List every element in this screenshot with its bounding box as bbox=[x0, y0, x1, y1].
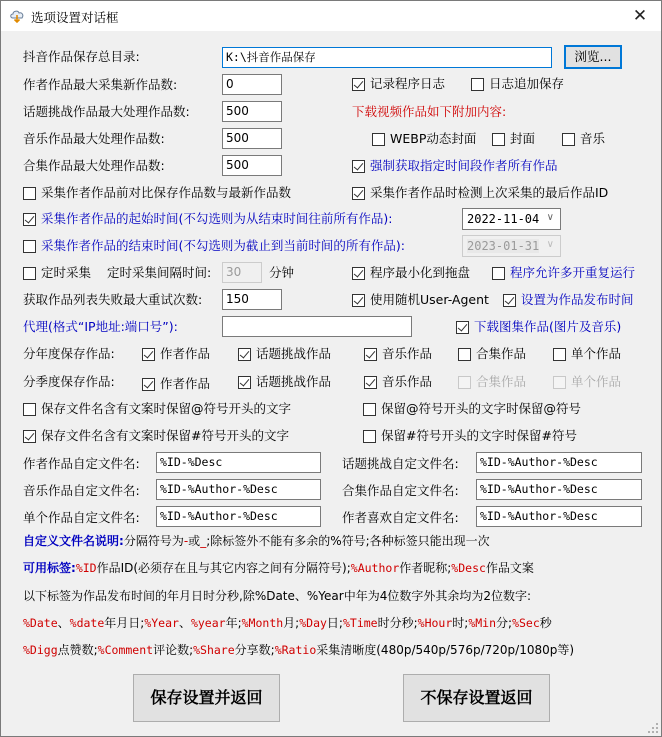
record-log-checkbox[interactable]: 记录程序日志 bbox=[352, 76, 445, 92]
keep-hash-symbol-checkbox[interactable]: 保留#符号开头的文字时保留#符号 bbox=[363, 428, 577, 444]
yearly-label: 分年度保存作品: bbox=[23, 346, 115, 361]
available-tags-line: 可用标签:%ID作品ID(必须存在且与其它内容之间有分隔符号);%Author作者昵称;%Desc作品文案 bbox=[23, 561, 534, 575]
checkbox-box bbox=[23, 430, 36, 443]
chevron-down-icon: ∨ bbox=[546, 239, 554, 250]
checkbox-box bbox=[352, 78, 365, 91]
quarterly-single-checkbox[interactable]: 单个作品 bbox=[553, 374, 621, 390]
close-button[interactable] bbox=[625, 3, 655, 29]
topic-filename-label: 话题挑战自定文件名: bbox=[342, 456, 459, 471]
checkbox-box bbox=[363, 403, 376, 416]
start-time-checkbox[interactable]: 采集作者作品的起始时间(不勾选则为从结束时间往前所有作品): bbox=[23, 211, 392, 227]
checkbox-box bbox=[352, 187, 365, 200]
random-ua-checkbox[interactable]: 使用随机User-Agent bbox=[352, 292, 489, 308]
collection-filename-label: 合集作品自定文件名: bbox=[342, 483, 459, 498]
liked-filename-label: 作者喜欢自定文件名: bbox=[342, 510, 459, 525]
single-filename-input[interactable]: %ID-%Author-%Desc bbox=[156, 506, 321, 527]
minimize-tray-checkbox[interactable]: 程序最小化到拖盘 bbox=[352, 265, 470, 281]
close-icon: ✕ bbox=[632, 6, 648, 26]
collection-max-input[interactable]: 500 bbox=[222, 155, 282, 176]
topic-max-label: 话题挑战作品最大处理作品数: bbox=[23, 104, 190, 119]
single-filename-label: 单个作品自定文件名: bbox=[23, 510, 140, 525]
checkbox-box bbox=[23, 267, 36, 280]
download-gallery-checkbox[interactable]: 下载图集作品(图片及音乐) bbox=[456, 319, 621, 335]
title-bar bbox=[1, 1, 661, 31]
window-title: 选项设置对话框 bbox=[31, 10, 119, 25]
checkbox-box bbox=[352, 267, 365, 280]
quarterly-collection-checkbox[interactable]: 合集作品 bbox=[458, 374, 526, 390]
author-filename-input[interactable]: %ID-%Desc bbox=[156, 452, 321, 473]
webp-cover-checkbox[interactable]: WEBP动态封面 bbox=[372, 131, 476, 147]
checkbox-box bbox=[238, 348, 251, 361]
end-date-picker[interactable]: 2023-01-31 ∨ bbox=[462, 235, 561, 257]
checkbox-box bbox=[503, 294, 516, 307]
checkbox-box bbox=[142, 378, 155, 391]
quarterly-label: 分季度保存作品: bbox=[23, 374, 115, 389]
save-and-return-button[interactable]: 保存设置并返回 bbox=[133, 674, 280, 722]
author-max-label: 作者作品最大采集新作品数: bbox=[23, 77, 178, 92]
quarterly-topic-checkbox[interactable]: 话题挑战作品 bbox=[238, 374, 331, 390]
stats-tags-line: %Digg点赞数;%Comment评论数;%Share分享数;%Ratio采集清晰度(480p/540p/576p/720p/1080p等) bbox=[23, 643, 575, 657]
collection-filename-input[interactable]: %ID-%Author-%Desc bbox=[476, 479, 642, 500]
keep-at-text-checkbox[interactable]: 保存文件名含有文案时保留@符号开头的文字 bbox=[23, 401, 291, 417]
liked-filename-input[interactable]: %ID-%Author-%Desc bbox=[476, 506, 642, 527]
author-max-input[interactable]: 0 bbox=[222, 74, 282, 95]
music-max-label: 音乐作品最大处理作品数: bbox=[23, 131, 165, 146]
checkbox-box bbox=[492, 133, 505, 146]
checkbox-box bbox=[562, 133, 575, 146]
interval-input[interactable]: 30 bbox=[222, 262, 262, 283]
extras-heading: 下载视频作品如下附加内容: bbox=[352, 104, 507, 119]
filename-help-line: 自定义文件名说明:分隔符号为-或_;除标签外不能有多余的%符号;各种标签只能出现一次 bbox=[23, 534, 490, 548]
quarterly-music-checkbox[interactable]: 音乐作品 bbox=[364, 374, 432, 390]
checkbox-box bbox=[23, 240, 36, 253]
save-dir-label: 抖音作品保存总目录: bbox=[23, 49, 140, 64]
yearly-topic-checkbox[interactable]: 话题挑战作品 bbox=[238, 346, 331, 362]
topic-filename-input[interactable]: %ID-%Author-%Desc bbox=[476, 452, 642, 473]
resize-grip-icon[interactable] bbox=[647, 722, 659, 734]
checkbox-box bbox=[553, 348, 566, 361]
author-filename-label: 作者作品自定文件名: bbox=[23, 456, 140, 471]
append-log-checkbox[interactable]: 日志追加保存 bbox=[471, 76, 564, 92]
chevron-down-icon: ∨ bbox=[546, 212, 554, 223]
checkbox-box bbox=[23, 403, 36, 416]
checkbox-box bbox=[458, 348, 471, 361]
end-time-checkbox[interactable]: 采集作者作品的结束时间(不勾选则为截止到当前时间的所有作品): bbox=[23, 238, 405, 254]
multi-instance-checkbox[interactable]: 程序允许多开重复运行 bbox=[492, 265, 635, 281]
time-tags-intro: 以下标签为作品发布时间的年月日时分秒,除%Date、%Year中年为4位数字外其余均为2位数字: bbox=[23, 589, 532, 603]
checkbox-box bbox=[458, 376, 471, 389]
proxy-input[interactable] bbox=[222, 316, 412, 337]
checkbox-box bbox=[553, 376, 566, 389]
checkbox-box bbox=[142, 348, 155, 361]
music-filename-label: 音乐作品自定文件名: bbox=[23, 483, 140, 498]
browse-button[interactable]: 浏览... bbox=[564, 45, 622, 69]
start-date-picker[interactable]: 2022-11-04 ∨ bbox=[462, 208, 561, 230]
proxy-label: 代理(格式“IP地址:端口号”): bbox=[23, 319, 178, 334]
checkbox-box bbox=[352, 160, 365, 173]
checkbox-box bbox=[492, 267, 505, 280]
keep-at-symbol-checkbox[interactable]: 保留@符号开头的文字时保留@符号 bbox=[363, 401, 581, 417]
checkbox-box bbox=[363, 430, 376, 443]
checkbox-box bbox=[471, 78, 484, 91]
checkbox-box bbox=[364, 348, 377, 361]
check-last-id-checkbox[interactable]: 采集作者作品时检测上次采集的最后作品ID bbox=[352, 185, 608, 201]
checkbox-box bbox=[364, 376, 377, 389]
yearly-author-checkbox[interactable]: 作者作品 bbox=[142, 346, 210, 362]
cover-checkbox[interactable]: 封面 bbox=[492, 131, 535, 147]
checkbox-box bbox=[23, 187, 36, 200]
checkbox-box bbox=[23, 213, 36, 226]
yearly-collection-checkbox[interactable]: 合集作品 bbox=[458, 346, 526, 362]
save-dir-input[interactable]: K:\抖音作品保存 bbox=[222, 47, 552, 68]
topic-max-input[interactable]: 500 bbox=[222, 101, 282, 122]
timed-collect-checkbox[interactable]: 定时采集 bbox=[23, 265, 91, 281]
set-publish-time-checkbox[interactable]: 设置为作品发布时间 bbox=[503, 292, 634, 308]
interval-unit: 分钟 bbox=[269, 265, 295, 280]
quarterly-author-checkbox[interactable]: 作者作品 bbox=[142, 376, 210, 392]
yearly-music-checkbox[interactable]: 音乐作品 bbox=[364, 346, 432, 362]
compare-count-checkbox[interactable]: 采集作者作品前对比保存作品数与最新作品数 bbox=[23, 185, 291, 201]
cloud-download-icon bbox=[9, 9, 25, 23]
retry-label: 获取作品列表失败最大重试次数: bbox=[23, 292, 203, 307]
checkbox-box bbox=[352, 294, 365, 307]
music-max-input[interactable]: 500 bbox=[222, 128, 282, 149]
time-tags-line: %Date、%date年月日;%Year、%year年;%Month月;%Day日;%Time时分秒;%Hour时;%Min分;%Sec秒 bbox=[23, 616, 552, 630]
checkbox-box bbox=[372, 133, 385, 146]
interval-label: 定时采集间隔时间: bbox=[107, 265, 212, 280]
keep-hash-text-checkbox[interactable]: 保存文件名含有文案时保留#符号开头的文字 bbox=[23, 428, 289, 444]
force-all-checkbox[interactable]: 强制获取指定时间段作者所有作品 bbox=[352, 158, 558, 174]
retry-input[interactable]: 150 bbox=[222, 289, 282, 310]
yearly-single-checkbox[interactable]: 单个作品 bbox=[553, 346, 621, 362]
checkbox-box bbox=[456, 321, 469, 334]
return-without-saving-button[interactable]: 不保存设置返回 bbox=[403, 674, 550, 722]
music-filename-input[interactable]: %ID-%Author-%Desc bbox=[156, 479, 321, 500]
checkbox-box bbox=[238, 376, 251, 389]
collection-max-label: 合集作品最大处理作品数: bbox=[23, 158, 165, 173]
music-checkbox[interactable]: 音乐 bbox=[562, 131, 605, 147]
